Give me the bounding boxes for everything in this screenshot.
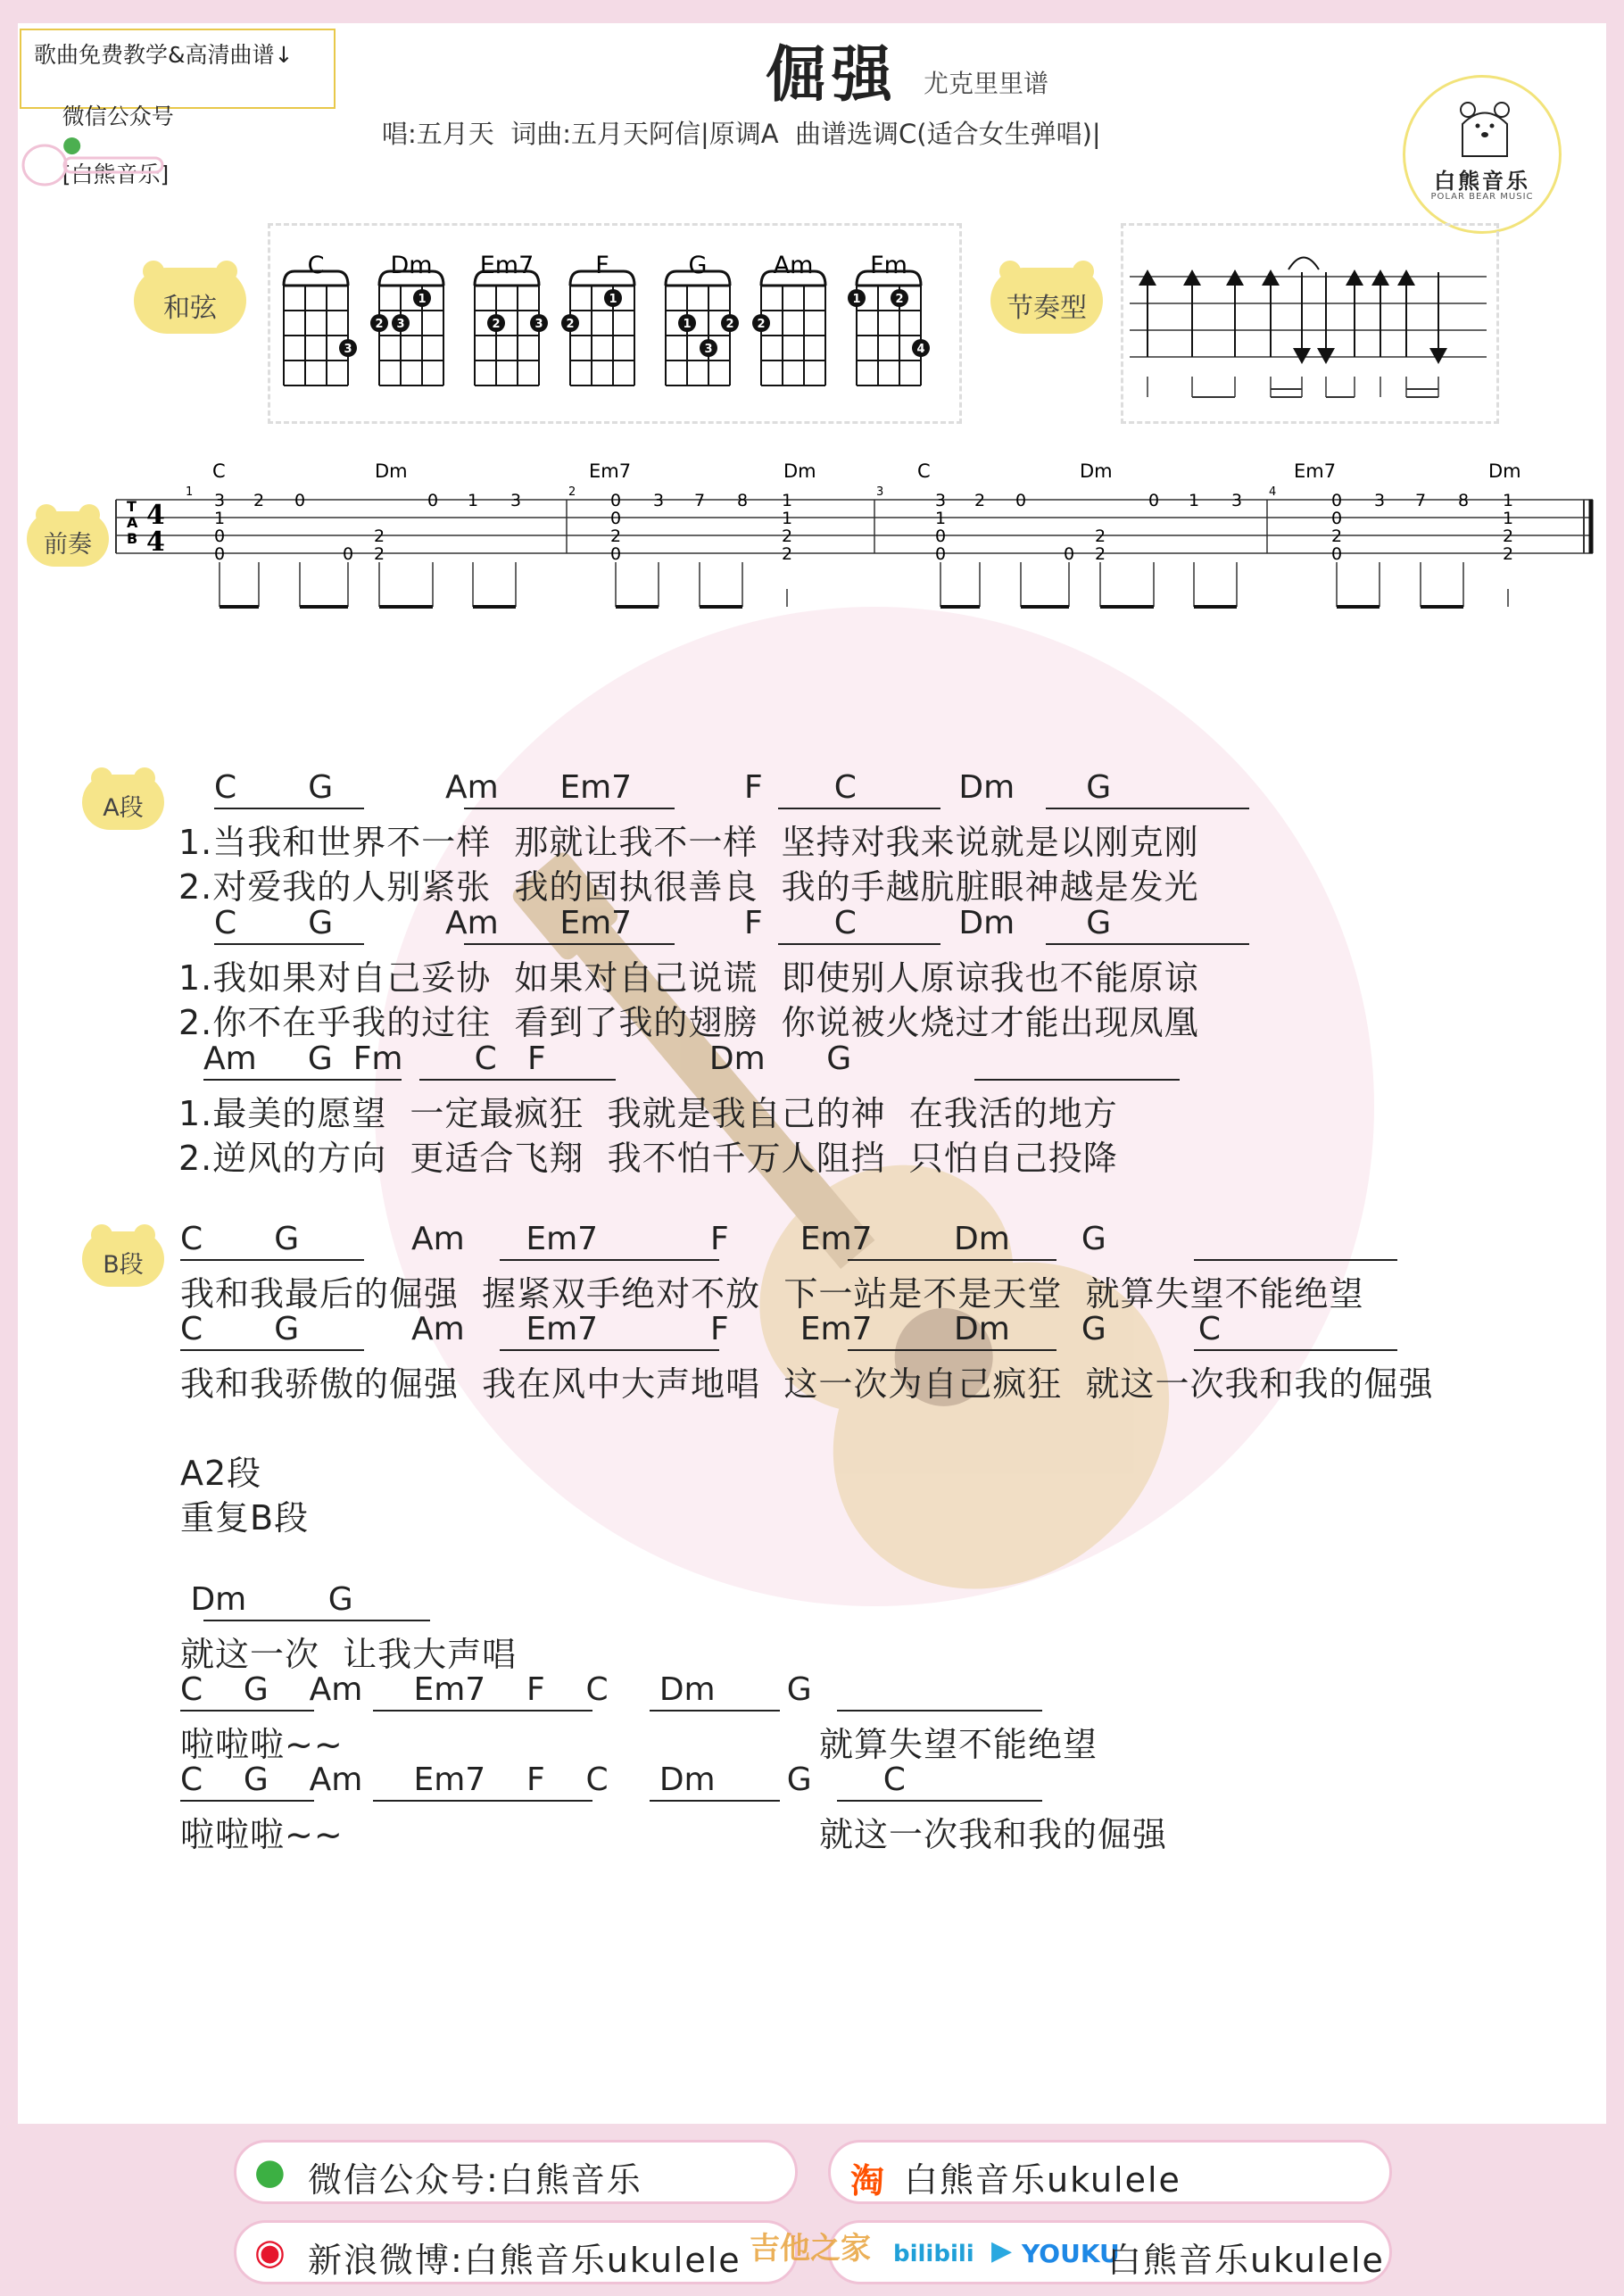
underline <box>1194 1259 1397 1261</box>
tie-arc <box>1288 258 1319 270</box>
tab-clef-letter: B <box>127 530 138 547</box>
stroke-arrow-up <box>1139 269 1156 286</box>
page-title: 倔强 <box>766 40 899 111</box>
tab-fret-number: 0 <box>609 491 622 510</box>
outro-lyric-2b: 就算失望不能绝望 <box>819 1725 1098 1764</box>
section-a-lyric-3-1: 1.最美的愿望 一定最疯狂 我就是我自己的神 在我活的地方 <box>178 1094 1118 1133</box>
underline <box>373 1800 592 1802</box>
ukulele-icon <box>18 138 170 192</box>
stroke-arrow-up <box>1183 269 1201 286</box>
outro-lyric-3b: 就这一次我和我的倔强 <box>819 1815 1168 1854</box>
page-subtitle: 尤克里里谱 <box>924 69 1049 98</box>
tab-fret-number: 2 <box>609 526 622 546</box>
promo-box <box>20 29 336 187</box>
section-b-lyric-2: 我和我骄傲的倔强 我在风中大声地唱 这一次为自己疯狂 就这一次我和我的倔强 <box>180 1364 1434 1404</box>
tab-fret-number: 0 <box>294 491 306 510</box>
tab-fret-number: 8 <box>736 491 749 510</box>
underline <box>214 808 364 809</box>
section-a-lyric-2-1: 1.我如果对自己妥协 如果对自己说谎 即使别人原谅我也不能原谅 <box>178 958 1199 998</box>
tab-chord-label: Dm <box>1488 460 1521 482</box>
outro-chords-2: C G Am Em7 F C Dm G <box>180 1671 812 1708</box>
footer-wechat-text: 微信公众号:白熊音乐 <box>308 2160 642 2200</box>
section-b-chords-1: C G Am Em7 F Em7 Dm G <box>180 1221 1106 1257</box>
tab-chord-label: Em7 <box>1294 460 1337 482</box>
finger-number: 1 <box>683 318 692 331</box>
underline <box>1046 943 1249 945</box>
promo-line2-suffix: [白熊音乐] <box>62 162 170 187</box>
underline <box>180 1710 314 1712</box>
tab-fret-number: 8 <box>1457 491 1470 510</box>
section-a2-text: 重复B段 <box>180 1498 310 1538</box>
finger-number: 1 <box>418 293 427 306</box>
tab-fret-number: 1 <box>781 509 793 528</box>
chord-name: Fm <box>870 252 907 279</box>
underline <box>837 1800 1042 1802</box>
bilibili-logo: bilibili <box>893 2241 974 2267</box>
tab-fret-number: 2 <box>974 491 986 510</box>
badge-section-b: B段 <box>82 1231 164 1287</box>
section-b-chords-2: C G Am Em7 F Em7 Dm G C <box>180 1311 1221 1347</box>
underline <box>419 1079 616 1081</box>
tab-chord-label: C <box>917 460 931 482</box>
measure-number: 1 <box>186 485 194 499</box>
measure-number: 4 <box>1269 485 1277 499</box>
tab-fret-number: 0 <box>609 509 622 528</box>
tab-fret-number: 3 <box>652 491 665 510</box>
footer-weibo-text: 新浪微博:白熊音乐ukulele <box>308 2241 742 2280</box>
underline <box>650 1800 780 1802</box>
measure-number: 3 <box>876 485 884 499</box>
tab-clef-letter: T <box>127 498 137 515</box>
tab-fret-number: 2 <box>1502 526 1514 546</box>
underline <box>650 1710 780 1712</box>
finger-number: 3 <box>534 318 543 331</box>
outro-chords-3: C G Am Em7 F C Dm G C <box>180 1761 906 1798</box>
tab-fret-number: 7 <box>693 491 706 510</box>
tab-fret-number: 2 <box>781 544 793 564</box>
site-watermark: 吉他之家 <box>750 2231 871 2267</box>
finger-number: 3 <box>396 318 405 331</box>
tab-fret-number: 0 <box>1063 544 1075 564</box>
tab-fret-number: 2 <box>253 491 265 510</box>
section-a-lyric-1-2: 2.对爱我的人别紧张 我的固执很善良 我的手越肮脏眼神越是发光 <box>178 867 1199 907</box>
song-meta: 唱:五月天 词曲:五月天阿信|原调A 曲谱选调C(适合女生弹唱)| <box>382 119 1101 149</box>
wechat-icon: ● <box>254 2151 286 2192</box>
underline <box>180 1349 364 1351</box>
tab-fret-number: 0 <box>1330 509 1343 528</box>
tab-fret-number: 0 <box>1330 491 1343 510</box>
wechat-icon: ● <box>62 131 82 157</box>
logo-subtext: POLAR BEAR MUSIC <box>1430 192 1534 202</box>
youku-logo: YOUKU <box>1022 2239 1120 2268</box>
taobao-icon: 淘 <box>850 2161 885 2201</box>
tab-fret-number: 0 <box>213 544 226 564</box>
tab-fret-number: 0 <box>1148 491 1160 510</box>
tab-fret-number: 2 <box>1330 526 1343 546</box>
tab-fret-number: 1 <box>781 491 793 510</box>
tab-fret-number: 0 <box>934 544 947 564</box>
section-a-lyric-1-1: 1.当我和世界不一样 那就让我不一样 坚持对我来说就是以刚克刚 <box>178 823 1199 862</box>
underline <box>203 1620 430 1621</box>
stroke-arrow-down <box>1293 348 1311 364</box>
chord-name: Em7 <box>479 252 534 279</box>
footer-video-text: 白熊音乐ukulele <box>1107 2241 1385 2280</box>
outro-lyric-1: 就这一次 让我大声唱 <box>180 1635 518 1674</box>
logo-text: 白熊音乐 <box>1434 169 1530 194</box>
finger-number: 4 <box>916 343 925 356</box>
finger-number: 2 <box>492 318 501 331</box>
time-signature-bottom: 4 <box>146 526 165 558</box>
measure-number: 2 <box>568 485 576 499</box>
tab-chord-label: C <box>212 460 226 482</box>
underline <box>203 1079 402 1081</box>
chord-name: C <box>307 252 325 279</box>
section-a-chords-2: C G Am Em7 F C Dm G <box>214 905 1112 941</box>
tab-fret-number: 0 <box>427 491 439 510</box>
underline <box>1046 808 1249 809</box>
tab-fret-number: 1 <box>1502 491 1514 510</box>
underline <box>180 1259 364 1261</box>
tab-fret-number: 0 <box>1330 544 1343 564</box>
outro-lyric-3a: 啦啦啦~~ <box>180 1815 344 1854</box>
finger-number: 2 <box>757 318 766 331</box>
underline <box>778 808 940 809</box>
tab-fret-number: 2 <box>1094 526 1106 546</box>
section-a-lyric-2-2: 2.你不在乎我的过往 看到了我的翅膀 你说被火烧过才能出现凤凰 <box>178 1003 1199 1042</box>
logo <box>1403 75 1562 234</box>
weibo-icon: ◉ <box>254 2232 286 2273</box>
finger-number: 2 <box>725 318 734 331</box>
chord-diagrams <box>268 223 962 424</box>
section-a2-label: A2段 <box>180 1454 262 1493</box>
tab-fret-number: 2 <box>1502 544 1514 564</box>
tab-fret-number: 1 <box>934 509 947 528</box>
stroke-arrow-down <box>1317 348 1335 364</box>
finger-number: 2 <box>375 318 384 331</box>
tab-fret-number: 2 <box>373 544 385 564</box>
tab-fret-number: 1 <box>1188 491 1200 510</box>
promo-line2-prefix: 微信公众号 <box>62 104 174 129</box>
tab-fret-number: 0 <box>609 544 622 564</box>
badge-section-a: A段 <box>82 775 164 830</box>
chord-name: F <box>595 252 609 279</box>
badge-rhythm: 节奏型 <box>990 268 1103 334</box>
underline <box>373 1710 592 1712</box>
tab-fret-number: 0 <box>934 526 947 546</box>
section-b-lyric-1: 我和我最后的倔强 握紧双手绝对不放 下一站是不是天堂 就算失望不能绝望 <box>180 1274 1364 1314</box>
stroke-arrow-down <box>1429 348 1447 364</box>
finger-number: 1 <box>852 293 861 306</box>
tab-fret-number: 3 <box>1373 491 1386 510</box>
tab-fret-number: 2 <box>373 526 385 546</box>
underline <box>848 1349 1056 1351</box>
tab-fret-number: 1 <box>467 491 479 510</box>
footer-weibo[interactable] <box>234 2220 798 2284</box>
badge-chords: 和弦 <box>134 268 246 334</box>
tab-clef-letter: A <box>127 514 138 531</box>
underline <box>464 943 675 945</box>
footer-taobao[interactable] <box>828 2140 1392 2204</box>
stroke-arrow-up <box>1346 269 1363 286</box>
outro-lyric-2a: 啦啦啦~~ <box>180 1725 344 1764</box>
stroke-arrow-up <box>1262 269 1280 286</box>
prelude-tab <box>107 451 1606 625</box>
tab-fret-number: 7 <box>1414 491 1427 510</box>
promo-line1: 歌曲免费教学&高清曲谱↓ <box>34 42 294 68</box>
stroke-arrow-up <box>1397 269 1415 286</box>
finger-number: 3 <box>344 343 352 356</box>
section-a-lyric-3-2: 2.逆风的方向 更适合飞翔 我不怕千万人阻挡 只怕自己投降 <box>178 1139 1118 1178</box>
tab-fret-number: 1 <box>1502 509 1514 528</box>
chord-name: Am <box>773 252 814 279</box>
stroke-arrow-up <box>1371 269 1389 286</box>
tab-fret-number: 3 <box>934 491 947 510</box>
tab-fret-number: 3 <box>1230 491 1243 510</box>
tab-chord-label: Em7 <box>589 460 632 482</box>
chord-name: G <box>688 252 708 279</box>
finger-number: 3 <box>704 343 713 356</box>
underline <box>1194 1349 1397 1351</box>
youku-play-icon: ▶ <box>991 2235 1013 2267</box>
section-a-chords-1: C G Am Em7 F C Dm G <box>214 769 1112 806</box>
polar-bear-icon <box>1454 97 1516 160</box>
tab-fret-number: 1 <box>213 509 226 528</box>
tab-fret-number: 0 <box>1015 491 1027 510</box>
finger-number: 2 <box>566 318 575 331</box>
underline <box>180 1800 314 1802</box>
underline <box>974 1079 1180 1081</box>
underline <box>778 943 940 945</box>
underline <box>500 1349 719 1351</box>
section-a-chords-3: Am G Fm C F Dm G <box>203 1040 852 1077</box>
time-signature-top: 4 <box>146 500 165 531</box>
rhythm-pattern <box>1121 223 1499 424</box>
tab-fret-number: 3 <box>510 491 522 510</box>
chord-name: Dm <box>390 252 433 279</box>
underline <box>848 1259 1056 1261</box>
outro-chords-1: Dm G <box>180 1581 353 1618</box>
tab-fret-number: 0 <box>213 526 226 546</box>
tab-chord-label: Dm <box>783 460 816 482</box>
tab-fret-number: 2 <box>781 526 793 546</box>
tab-fret-number: 3 <box>213 491 226 510</box>
tab-chord-label: Dm <box>375 460 408 482</box>
footer-taobao-text: 白熊音乐ukulele <box>904 2160 1181 2200</box>
badge-prelude: 前奏 <box>27 511 109 567</box>
underline <box>500 1259 719 1261</box>
tab-fret-number: 0 <box>342 544 354 564</box>
stroke-arrow-up <box>1226 269 1244 286</box>
underline <box>837 1710 1042 1712</box>
finger-number: 2 <box>895 293 904 306</box>
underline <box>214 943 364 945</box>
footer-video[interactable] <box>828 2220 1392 2284</box>
finger-number: 1 <box>609 293 617 306</box>
tab-fret-number: 2 <box>1094 544 1106 564</box>
tab-chord-label: Dm <box>1080 460 1113 482</box>
underline <box>464 808 675 809</box>
footer-wechat[interactable] <box>234 2140 798 2204</box>
